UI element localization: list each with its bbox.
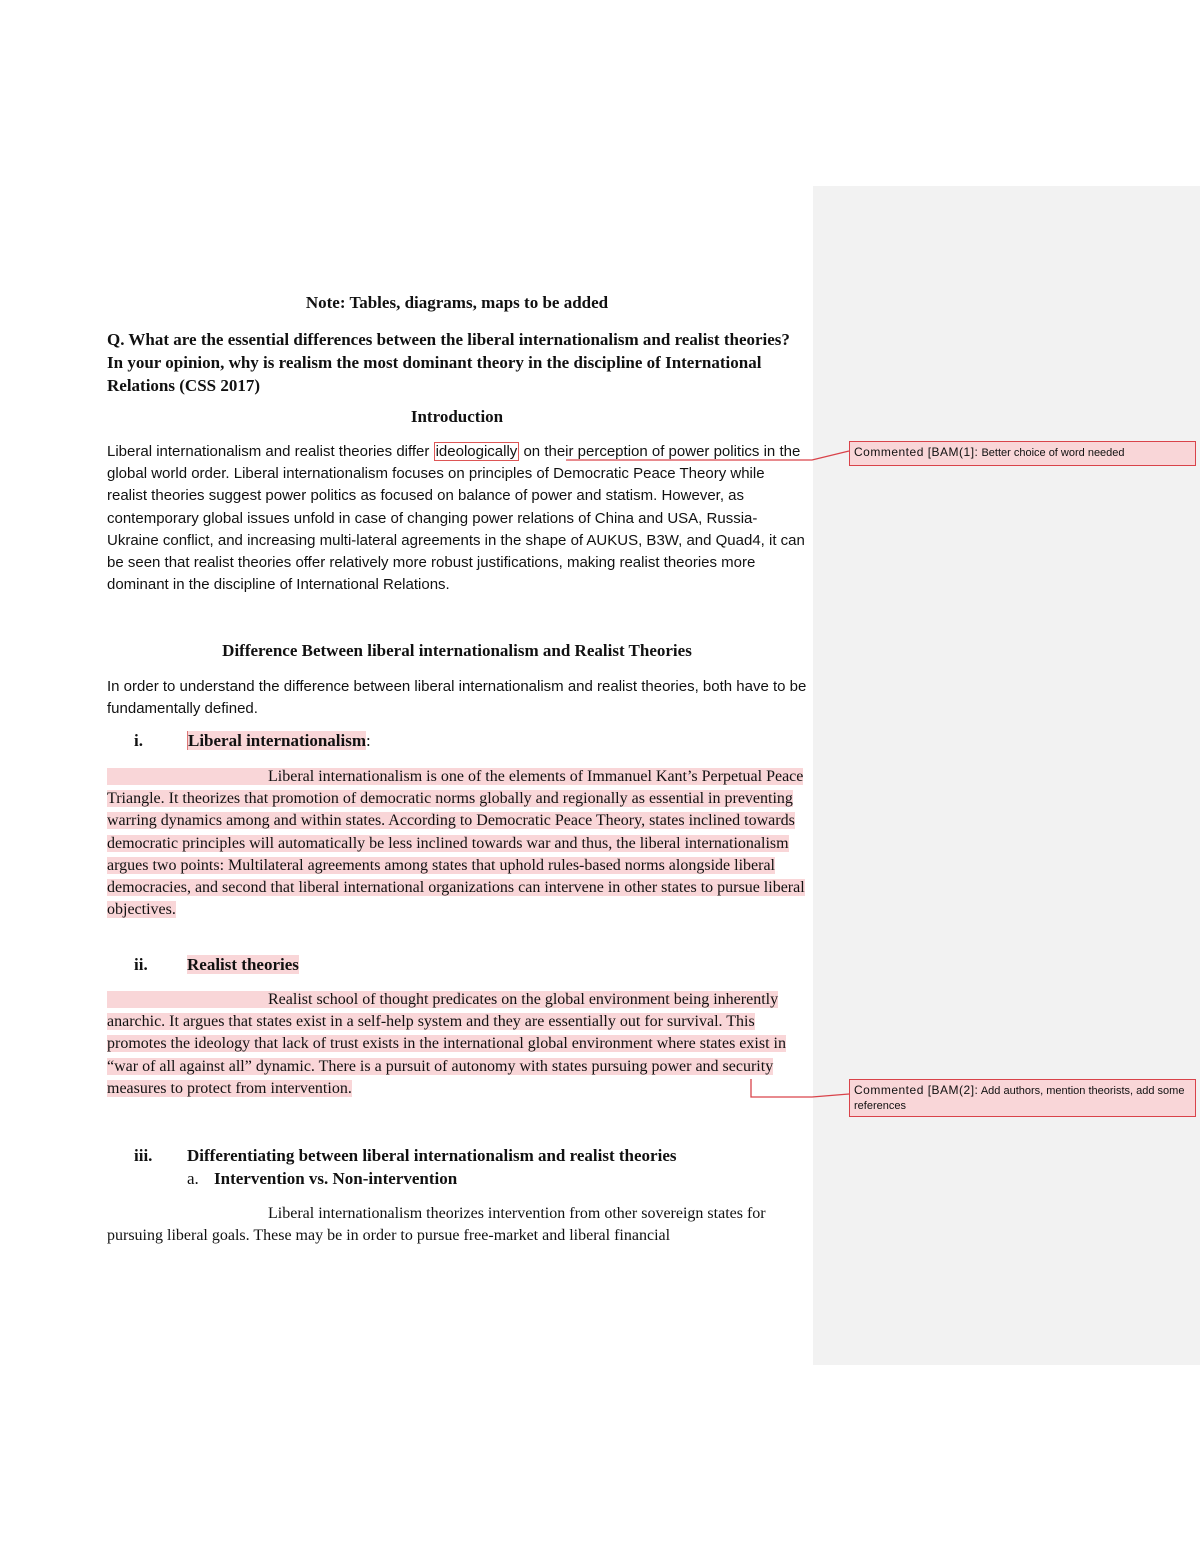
section-i-body: Liberal internationalism is one of the elements of Immanuel Kant’s Perpetual Peace Triangle. It theorizes that promotion of democratic norms globally and regionally as essential in preventing warring dynamics among and within states. According to Democratic Peace Theory, states inclined towards democratic principles will automatically be less inclined towards war and thus, the liberal internationalism argues two points: Multilateral agreements among states that uphold rules-based norms alongside liberal democracies, and second that liberal international organizations can intervene in other states to pursue liberal objectives. [107,768,805,919]
intro-text-after: on their perception of power politics in the global world order. Liberal internationalism focuses on principles of Democratic Peace Theory while realist theories suggest power politics as focused on balance of power and statism. However, as contemporary global issues unfold in case of changing power relations of China and USA, Russia-Ukraine conflict, and increasing multi-lateral agreements in the shape of AUKUS, B3W, and Quad4, it can be seen that realist theories offer relatively more robust justifications, making realist theories more dominant in the discipline of International Relations. [107,443,805,594]
introduction-heading: Introduction [410,407,504,426]
subsection-a-number: a. [187,1169,199,1188]
difference-heading: Difference Between liberal internationalism and Realist Theories [222,641,692,660]
subsection-a-heading [187,1169,457,1189]
section-ii-number: ii. [134,955,148,974]
section-i-number: i. [134,731,143,750]
comment-balloon-2[interactable] [849,1079,1196,1117]
difference-intro-paragraph: In order to understand the difference between liberal internationalism and realist theories, both have to be fundamentally defined. [107,678,807,718]
introduction-paragraph [107,441,807,596]
comment-1-text: Better choice of word needed [981,447,1125,459]
comment-2-text: Add authors, mention theorists, add some references [854,1085,1185,1112]
comment-2-author: Commented [BAM(2]: [854,1083,979,1097]
commented-word[interactable]: ideologically [435,443,518,460]
intro-text-before: Liberal internationalism and realist theories differ [107,443,434,460]
subsection-a-title: Intervention vs. Non-intervention [214,1169,458,1188]
section-i-heading [134,731,371,751]
section-i-paragraph [107,766,807,921]
section-ii-body: Realist school of thought predicates on the global environment being inherently anarchic. It argues that states exist in a self-help system and they are essentially out for survival. This promotes the ideology that lack of trust exists in the international global environment where states exist in “war of all against all” dynamic. There is a pursuit of autonomy with states pursuing power and security measures to protect from intervention. [107,991,786,1097]
section-i-title: Liberal internationalism [188,731,367,750]
comment-balloon-1[interactable] [849,441,1196,466]
section-ii-title: Realist theories [187,955,299,974]
section-i-colon: : [366,731,371,750]
note-line: Note: Tables, diagrams, maps to be added [305,293,609,312]
section-iii-heading [134,1146,676,1166]
section-ii-paragraph [107,989,807,1100]
section-ii-heading [134,955,299,975]
section-iii-body: Liberal internationalism theorizes intervention from other sovereign states for pursuing liberal goals. These may be in order to pursue free-market and liberal financial [107,1205,766,1245]
section-iii-number: iii. [134,1146,153,1165]
section-iii-paragraph [107,1203,807,1247]
comment-1-author: Commented [BAM(1]: [854,445,979,459]
section-iii-title: Differentiating between liberal internationalism and realist theories [187,1146,677,1165]
question-heading: Q. What are the essential differences between the liberal internationalism and realist theories? In your opinion, why is realism the most dominant theory in the discipline of International Relations (CSS 2017) [107,330,790,395]
